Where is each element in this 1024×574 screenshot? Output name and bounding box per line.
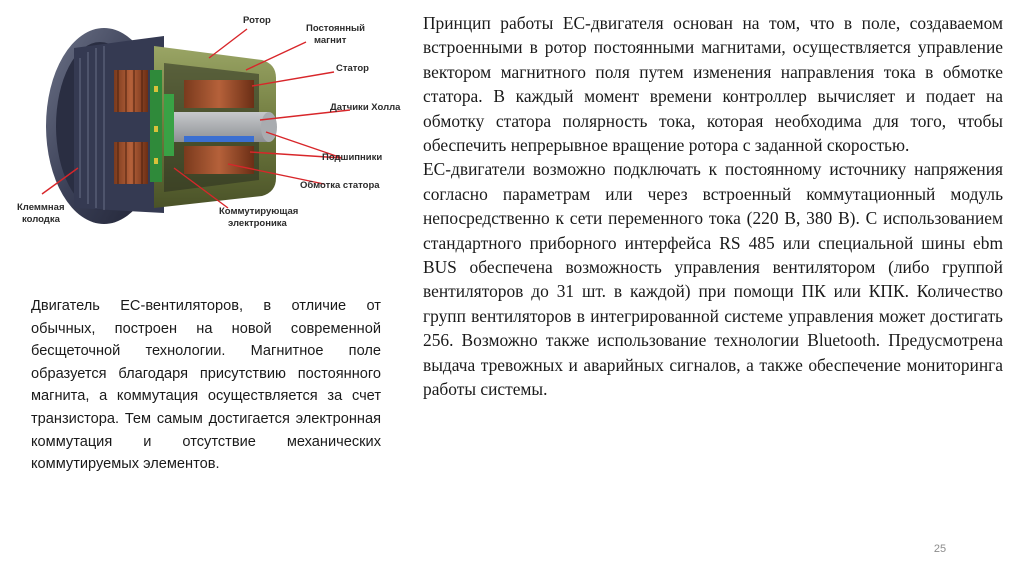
ec-motor-cutaway-figure xyxy=(14,8,409,243)
label-electronics-2: электроника xyxy=(228,218,287,229)
label-rotor: Ротор xyxy=(243,15,271,26)
hall-sensor-strip xyxy=(184,136,254,142)
label-terminal-2: колодка xyxy=(22,214,60,225)
label-stator: Статор xyxy=(336,63,369,74)
label-bearings: Подшипники xyxy=(322,152,383,163)
ec-motor-illustration xyxy=(14,8,409,243)
rotor-housing xyxy=(46,28,164,224)
ec-motor-description: Двигатель ЕС-вентиляторов, в отличие от обычных, построен на новой современной бесщеточной технологии. Магнитное поле образуется благодаря присутствию постоянного магнита, а коммутация осуществляется за счет транзистора. Тем самым достигается электронная коммутация и отсутствие механических коммутируемых элементов. xyxy=(31,298,381,473)
label-hall-sensors: Датчики Холла xyxy=(330,102,401,113)
label-permanent-magnet-2: магнит xyxy=(314,35,347,46)
label-permanent-magnet-1: Постоянный xyxy=(306,23,365,34)
label-electronics-1: Коммутирующая xyxy=(219,206,299,217)
label-terminal-1: Клеммная xyxy=(17,202,65,213)
connection-paragraph: ЕС-двигатели возможно подключать к постоянному источнику напряжения согласно параметрам или через встроенный коммутационный модуль непосредственно к сети переменного тока (220 В, 380 В). С использованием стандартного приборного интерфейса RS 485 или специальной шины ebm BUS обеспечена возможность управления вентилятором (либо группой вентиляторов до 31 шт. в каждой) при помощи ПК или КПК. Количество групп вентиляторов в интегрированной системе управления может достигать 256. Возможно также использование технологии Bluetooth. Предусмотрена выдача тревожных и аварийных сигналов, а также обеспечение мониторинга работы системы. xyxy=(423,159,1003,400)
principle-paragraph: Принцип работы ЕС-двигателя основан на том, что в поле, создаваемом встроенными в ротор постоянными магнитами, осуществляется управление вектором магнитного поля путем изменения направления тока в обмотке статора. В каждый момент времени контроллер вычисляет и подает на обмотку статора полярность тока, которая необходима для того, чтобы обеспечить непрерывное вращение ротора с заданной скоростью. xyxy=(423,13,1003,156)
page-number: 25 xyxy=(933,543,947,555)
label-stator-winding: Обмотка статора xyxy=(300,180,380,191)
principle-text-block xyxy=(423,11,1003,402)
